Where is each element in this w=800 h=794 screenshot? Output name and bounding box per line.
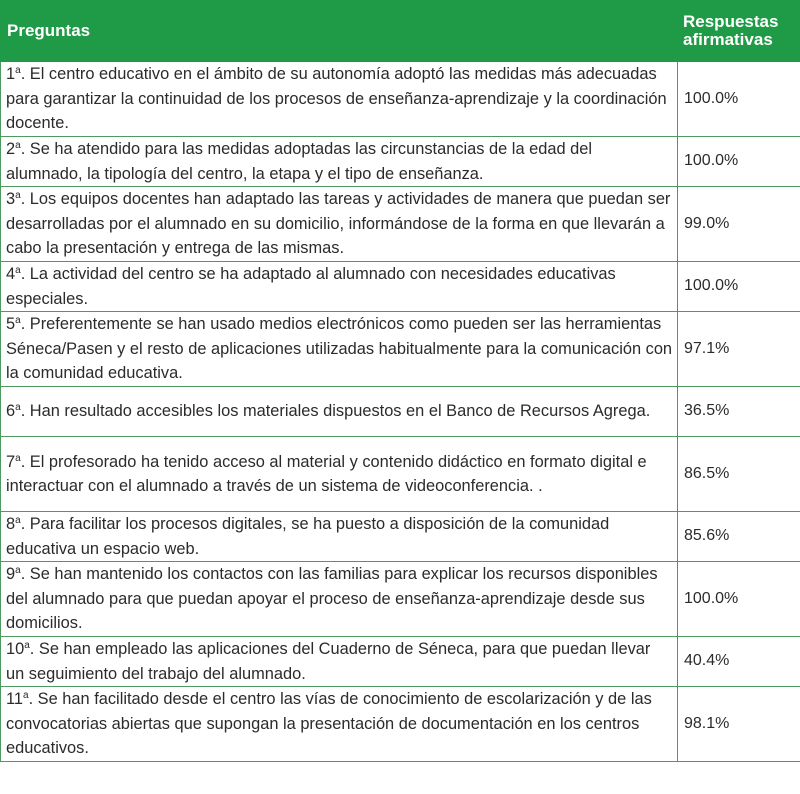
table-row — [1, 687, 800, 762]
table-row — [1, 262, 800, 312]
question-text: . El centro educativo en el ámbito de su autonomía adoptó las medidas más adecuadas para garantizar la continuidad de los procesos de enseñanza-aprendizaje y la coordinación docente. — [6, 65, 667, 133]
ordinal-indicator: a — [15, 565, 21, 577]
question-cell — [1, 137, 678, 187]
answer-percent: 100.0% — [678, 262, 800, 312]
header-answers-line2: afirmativas — [683, 30, 773, 49]
answer-percent: 97.1% — [678, 312, 800, 387]
answer-percent: 85.6% — [678, 512, 800, 562]
ordinal-indicator: a — [23, 690, 29, 702]
answer-percent: 98.1% — [678, 687, 800, 762]
question-cell — [1, 262, 678, 312]
header-row — [1, 1, 800, 62]
header-answers — [678, 1, 800, 62]
answer-percent: 100.0% — [678, 137, 800, 187]
question-number: 4 — [6, 265, 16, 283]
question-cell — [1, 437, 678, 512]
question-cell — [1, 562, 678, 637]
table-row — [1, 637, 800, 687]
table-row — [1, 562, 800, 637]
question-cell — [1, 512, 678, 562]
ordinal-indicator: a — [15, 402, 21, 414]
table-row — [1, 312, 800, 387]
ordinal-indicator: a — [15, 452, 21, 464]
answer-percent: 40.4% — [678, 637, 800, 687]
question-number: 3 — [6, 190, 16, 209]
question-text: . Los equipos docentes han adaptado las tareas y actividades de manera que puedan ser desarrolladas por el alumnado en su domicilio, informándose de la forma en que llevarán a cabo la presentación y entrega de las mismas. — [6, 190, 671, 258]
question-cell — [1, 637, 678, 687]
table-row — [1, 512, 800, 562]
table-row — [1, 437, 800, 512]
question-text: . Han resultado accesibles los materiales dispuestos en el Banco de Recursos Agrega. — [20, 402, 651, 421]
ordinal-indicator: a — [15, 265, 21, 276]
answer-percent: 99.0% — [678, 187, 800, 262]
question-number: 11 — [6, 690, 24, 709]
question-text: . Se han facilitado desde el centro las vías de conocimiento de escolarización y de las convocatorias abiertas que supongan la presentación de documentación en los centros educativos. — [6, 690, 652, 758]
question-number: 9 — [6, 565, 16, 584]
question-text: . Preferentemente se han usado medios electrónicos como pueden ser las herramientas Séneca/Pasen y el resto de aplicaciones utilizadas habitualmente para la comunicación con la comunidad educativa. — [6, 315, 673, 383]
question-number: 2 — [6, 140, 16, 158]
table-row — [1, 137, 800, 187]
question-number: 5 — [6, 315, 16, 334]
question-cell — [1, 187, 678, 262]
question-text: . Se ha atendido para las medidas adoptadas las circunstancias de la edad del alumnado, la tipología del centro, la etapa y el tipo de enseñanza. — [6, 140, 593, 183]
question-number: 10 — [6, 640, 25, 658]
answer-percent: 86.5% — [678, 437, 800, 512]
ordinal-indicator: a — [15, 65, 21, 77]
question-number: 6 — [6, 402, 16, 421]
table-row — [1, 387, 800, 437]
question-text: . Se han empleado las aplicaciones del Cuaderno de Séneca, para que puedan llevar un seguimiento del trabajo del alumnado. — [6, 640, 651, 683]
question-text: . La actividad del centro se ha adaptado al alumnado con necesidades educativas especiales. — [6, 265, 616, 308]
question-number: 8 — [6, 515, 16, 533]
ordinal-indicator: a — [15, 140, 21, 151]
question-text: . Para facilitar los procesos digitales, se ha puesto a disposición de la comunidad educativa un espacio web. — [6, 515, 610, 558]
question-cell — [1, 687, 678, 762]
question-text: . El profesorado ha tenido acceso al material y contenido didáctico en formato digital e interactuar con el alumnado a través de un sistema de videoconferencia. . — [6, 452, 647, 495]
ordinal-indicator: a — [15, 190, 21, 202]
question-text: . Se han mantenido los contactos con las familias para explicar los recursos disponibles del alumnado para que puedan apoyar el proceso de enseñanza-aprendizaje desde sus domicilios. — [6, 565, 658, 633]
answer-percent: 36.5% — [678, 387, 800, 437]
question-number: 7 — [6, 452, 16, 471]
table-row — [1, 62, 800, 137]
question-number: 1 — [6, 65, 16, 84]
ordinal-indicator: a — [24, 640, 30, 651]
header-questions: Preguntas — [1, 1, 678, 62]
answer-percent: 100.0% — [678, 562, 800, 637]
header-answers-line1: Respuestas — [683, 12, 779, 31]
question-cell — [1, 387, 678, 437]
table-row — [1, 187, 800, 262]
ordinal-indicator: a — [15, 515, 21, 526]
question-cell — [1, 312, 678, 387]
answer-percent: 100.0% — [678, 62, 800, 137]
ordinal-indicator: a — [15, 315, 21, 327]
question-cell — [1, 62, 678, 137]
